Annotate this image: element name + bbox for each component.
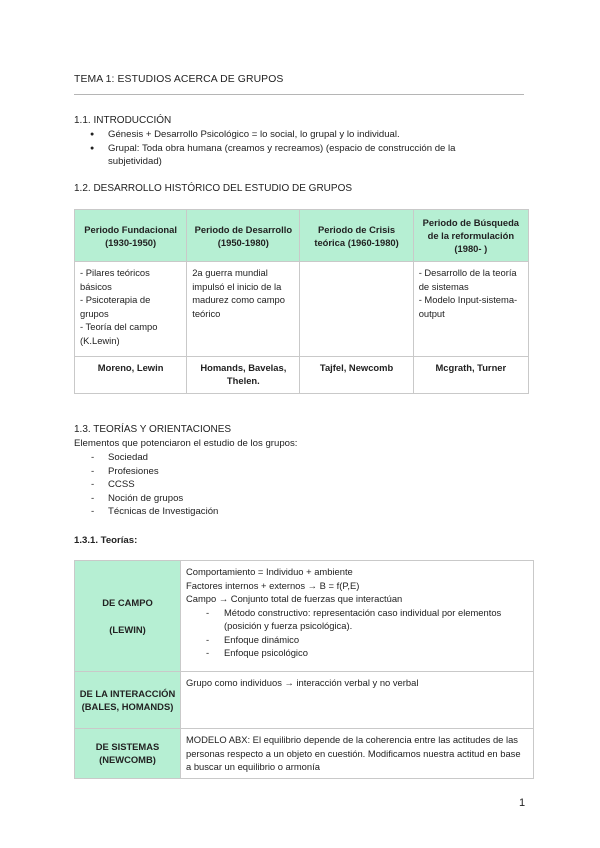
cell-line: Factores internos + externos → B = f(P,E) (186, 579, 360, 591)
theories-table (74, 560, 534, 779)
list-item: - Enfoque dinámico (206, 633, 528, 647)
table-header-cell: Periodo de Búsqueda de la reformulación (1980- ) (413, 210, 528, 262)
list-item: - Noción de grupos (108, 492, 218, 506)
table-row (75, 262, 529, 357)
cell-line: - Desarrollo de la teoría de sistemas (418, 267, 517, 292)
table-cell-author: Tajfel, Newcomb (300, 357, 413, 394)
theory-sub-list (186, 606, 528, 660)
table-row-authors (75, 357, 529, 394)
subsection-heading-theories: 1.3.1. Teorías: (74, 535, 138, 546)
title-divider (74, 94, 524, 95)
table-row (75, 561, 534, 672)
theory-label-cell (75, 561, 181, 672)
list-item: - Enfoque psicológico (206, 646, 528, 660)
table-header-cell: Periodo de Crisis teórica (1960-1980) (300, 210, 413, 262)
theory-label-cell: DE SISTEMAS (NEWCOMB) (75, 729, 181, 779)
list-item: - Sociedad (108, 451, 218, 465)
table-cell-author: Moreno, Lewin (75, 357, 187, 394)
table-row (75, 729, 534, 779)
cell-line: - Teoría del campo (K.Lewin) (80, 321, 158, 346)
section-heading-theories: 1.3. TEORÍAS Y ORIENTACIONES (74, 424, 232, 435)
table-cell (187, 262, 300, 357)
table-cell-author: Homands, Bavelas, Thelen. (187, 357, 300, 394)
list-item: ● Génesis + Desarrollo Psicológico = lo social, lo grupal y lo individual. (108, 128, 508, 142)
document-title: TEMA 1: ESTUDIOS ACERCA DE GRUPOS (74, 74, 284, 85)
table-cell (75, 262, 187, 357)
table-header-cell: Periodo Fundacional (1930-1950) (75, 210, 187, 262)
theory-author: (LEWIN) (109, 623, 146, 635)
list-item: - CCSS (108, 478, 218, 492)
page-number: 1 (519, 797, 526, 809)
cell-line: - Pilares teóricos básicos (80, 267, 150, 292)
cell-line: 2a guerra mundial impulsó el inicio de la madurez como campo teórico (192, 267, 285, 319)
list-item: ● Grupal: Toda obra humana (creamos y recreamos) (espacio de construcción de la subjetividad) (108, 142, 478, 169)
cell-line: - Modelo Input-sistema-output (418, 294, 518, 319)
intro-bullet-list (108, 128, 508, 169)
list-item: - Método constructivo: representación caso individual por elementos (posición y fuerza psicológica). (206, 606, 528, 633)
table-header-cell: Periodo de Desarrollo (1950-1980) (187, 210, 300, 262)
cell-line: - Psicoterapia de grupos (80, 294, 151, 319)
table-cell (413, 262, 528, 357)
theory-description-cell: MODELO ABX: El equilibrio depende de la coherencia entre las actitudes de las personas respecto a un objeto en cuestión. Modificamos nuestra actitud en base a buscar un equilibrio o armonía (181, 729, 534, 779)
cell-line: Comportamiento = Individuo + ambiente (186, 566, 353, 577)
theory-label-cell: DE LA INTERACCIÓN (BALES, HOMANDS) (75, 672, 181, 729)
theories-elements-list (108, 451, 218, 519)
table-cell-author: Mcgrath, Turner (413, 357, 528, 394)
list-item: - Profesiones (108, 465, 218, 479)
theories-intro-text: Elementos que potenciaron el estudio de los grupos: (74, 438, 298, 449)
table-cell-empty (300, 262, 413, 357)
list-item: - Técnicas de Investigación (108, 505, 218, 519)
table-header-row (75, 210, 529, 262)
theory-description-cell (181, 561, 534, 672)
cell-line: Campo → Conjunto total de fuerzas que interactúan (186, 593, 403, 604)
table-row (75, 672, 534, 729)
theory-name: DE CAMPO (102, 597, 153, 608)
theory-description-cell: Grupo como individuos → interacción verbal y no verbal (181, 672, 534, 729)
history-table (74, 209, 529, 394)
section-heading-history: 1.2. DESARROLLO HISTÓRICO DEL ESTUDIO DE GRUPOS (74, 183, 353, 194)
section-heading-intro: 1.1. INTRODUCCIÓN (74, 115, 172, 126)
